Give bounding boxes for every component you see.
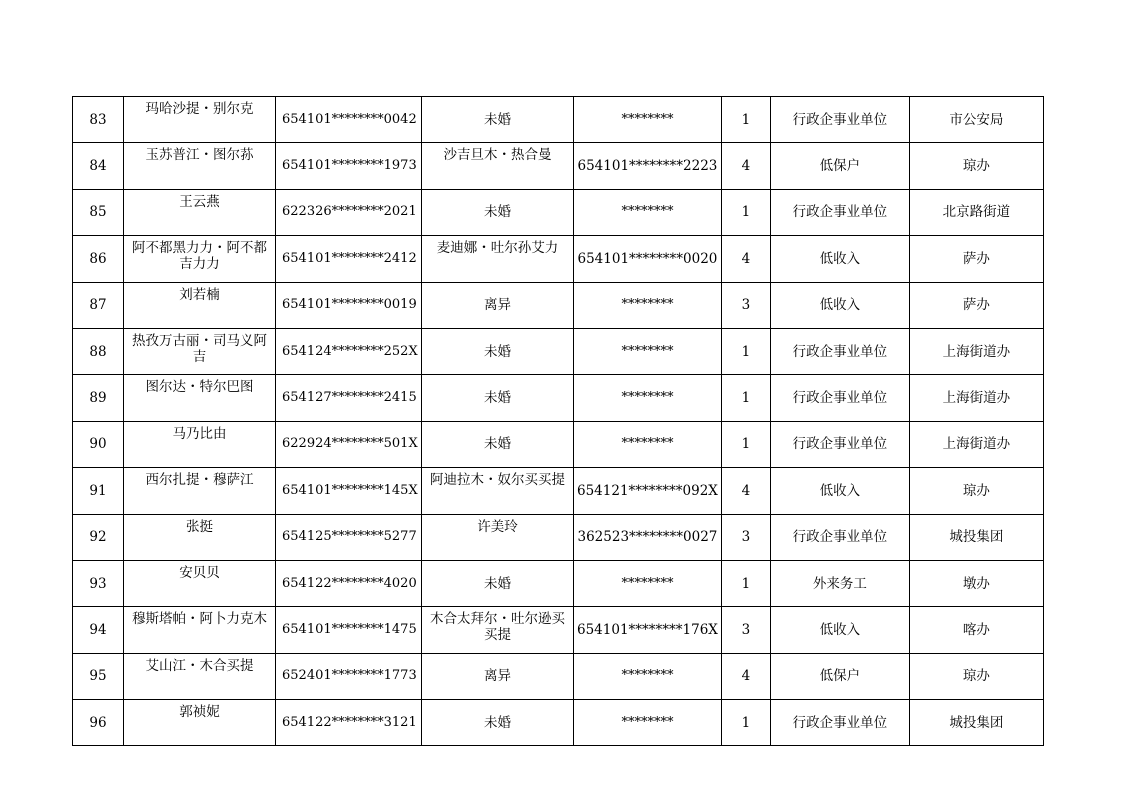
cell-work-unit: 上海街道办 [909,328,1043,374]
table-row [73,514,1044,560]
cell-row-number: 93 [73,560,124,606]
table-row [73,560,1044,606]
table-row [73,143,1044,189]
cell-household-size: 4 [721,143,770,189]
cell-work-unit: 北京路街道 [909,189,1043,235]
cell-applicant-id: 654101********145X [276,468,422,514]
cell-applicant-name: 艾山江・木合买提 [124,653,276,699]
table-body [73,97,1044,746]
cell-applicant-category: 行政企事业单位 [770,421,909,467]
cell-applicant-category: 低保户 [770,653,909,699]
cell-applicant-name: 穆斯塔帕・阿卜力克木 [124,607,276,653]
cell-applicant-category: 行政企事业单位 [770,97,909,143]
cell-spouse-name-or-status: 木合太拜尔・吐尔逊买买提 [422,607,574,653]
table-row [73,607,1044,653]
cell-applicant-id: 654101********0042 [276,97,422,143]
cell-applicant-category: 低收入 [770,282,909,328]
cell-applicant-category: 行政企事业单位 [770,514,909,560]
cell-spouse-id: ******** [574,421,722,467]
cell-spouse-name-or-status: 阿迪拉木・奴尔买买提 [422,468,574,514]
cell-work-unit: 上海街道办 [909,421,1043,467]
cell-applicant-id: 654101********2412 [276,236,422,282]
cell-row-number: 95 [73,653,124,699]
cell-applicant-name: 郭祯妮 [124,700,276,746]
cell-household-size: 4 [721,236,770,282]
cell-applicant-category: 外来务工 [770,560,909,606]
cell-work-unit: 萨办 [909,236,1043,282]
cell-row-number: 92 [73,514,124,560]
cell-work-unit: 琼办 [909,143,1043,189]
cell-applicant-id: 652401********1773 [276,653,422,699]
table-row [73,328,1044,374]
cell-work-unit: 上海街道办 [909,375,1043,421]
cell-spouse-id: ******** [574,97,722,143]
cell-applicant-category: 行政企事业单位 [770,700,909,746]
cell-household-size: 1 [721,421,770,467]
cell-applicant-id: 654124********252X [276,328,422,374]
cell-spouse-name-or-status: 未婚 [422,375,574,421]
cell-work-unit: 琼办 [909,468,1043,514]
cell-household-size: 3 [721,514,770,560]
cell-spouse-name-or-status: 沙吉旦木・热合曼 [422,143,574,189]
cell-applicant-category: 行政企事业单位 [770,375,909,421]
cell-applicant-name: 玉苏普江・图尔荪 [124,143,276,189]
cell-row-number: 85 [73,189,124,235]
cell-work-unit: 墩办 [909,560,1043,606]
cell-work-unit: 城投集团 [909,700,1043,746]
cell-applicant-category: 行政企事业单位 [770,189,909,235]
cell-work-unit: 萨办 [909,282,1043,328]
table-row [73,375,1044,421]
cell-spouse-id: ******** [574,560,722,606]
cell-spouse-name-or-status: 未婚 [422,700,574,746]
cell-household-size: 4 [721,653,770,699]
cell-household-size: 4 [721,468,770,514]
cell-spouse-id: ******** [574,282,722,328]
cell-spouse-name-or-status: 未婚 [422,189,574,235]
cell-applicant-name: 张挺 [124,514,276,560]
cell-row-number: 88 [73,328,124,374]
table-row [73,700,1044,746]
table-row [73,189,1044,235]
cell-spouse-name-or-status: 离异 [422,653,574,699]
cell-row-number: 96 [73,700,124,746]
cell-applicant-name: 玛哈沙提・别尔克 [124,97,276,143]
cell-spouse-id: ******** [574,700,722,746]
cell-spouse-id: ******** [574,189,722,235]
table-row [73,468,1044,514]
cell-spouse-id: 654121********092X [574,468,722,514]
cell-applicant-category: 低收入 [770,236,909,282]
cell-applicant-name: 马乃比由 [124,421,276,467]
table-row [73,236,1044,282]
cell-applicant-name: 西尔扎提・穆萨江 [124,468,276,514]
cell-spouse-name-or-status: 未婚 [422,421,574,467]
cell-household-size: 3 [721,282,770,328]
cell-household-size: 1 [721,700,770,746]
cell-household-size: 1 [721,97,770,143]
cell-row-number: 94 [73,607,124,653]
cell-household-size: 1 [721,375,770,421]
table-row [73,97,1044,143]
cell-spouse-id: ******** [574,375,722,421]
cell-applicant-category: 低收入 [770,607,909,653]
cell-applicant-id: 654125********5277 [276,514,422,560]
cell-applicant-id: 622326********2021 [276,189,422,235]
cell-work-unit: 喀办 [909,607,1043,653]
cell-applicant-id: 622924********501X [276,421,422,467]
cell-work-unit: 琼办 [909,653,1043,699]
cell-spouse-name-or-status: 未婚 [422,560,574,606]
cell-row-number: 83 [73,97,124,143]
cell-applicant-name: 热孜万古丽・司马义阿吉 [124,328,276,374]
cell-spouse-name-or-status: 离异 [422,282,574,328]
cell-row-number: 91 [73,468,124,514]
cell-row-number: 90 [73,421,124,467]
cell-applicant-name: 安贝贝 [124,560,276,606]
cell-row-number: 87 [73,282,124,328]
cell-applicant-category: 低保户 [770,143,909,189]
cell-household-size: 1 [721,328,770,374]
cell-spouse-name-or-status: 许美玲 [422,514,574,560]
housing-applicant-table [72,96,1044,746]
cell-applicant-name: 刘若楠 [124,282,276,328]
cell-work-unit: 城投集团 [909,514,1043,560]
cell-spouse-id: 654101********0020 [574,236,722,282]
cell-applicant-id: 654122********4020 [276,560,422,606]
cell-spouse-name-or-status: 未婚 [422,97,574,143]
cell-applicant-id: 654101********1973 [276,143,422,189]
table-row [73,282,1044,328]
cell-applicant-id: 654127********2415 [276,375,422,421]
cell-row-number: 86 [73,236,124,282]
cell-household-size: 1 [721,560,770,606]
cell-household-size: 3 [721,607,770,653]
cell-spouse-id: 654101********176X [574,607,722,653]
table-row [73,653,1044,699]
cell-applicant-name: 王云燕 [124,189,276,235]
cell-spouse-id: ******** [574,328,722,374]
cell-applicant-id: 654101********1475 [276,607,422,653]
cell-applicant-name: 阿不都黑力力・阿不都吉力力 [124,236,276,282]
cell-applicant-id: 654122********3121 [276,700,422,746]
cell-applicant-name: 图尔达・特尔巴图 [124,375,276,421]
cell-work-unit: 市公安局 [909,97,1043,143]
cell-applicant-category: 低收入 [770,468,909,514]
cell-spouse-id: ******** [574,653,722,699]
cell-row-number: 84 [73,143,124,189]
cell-spouse-name-or-status: 未婚 [422,328,574,374]
cell-household-size: 1 [721,189,770,235]
cell-applicant-category: 行政企事业单位 [770,328,909,374]
cell-row-number: 89 [73,375,124,421]
table-row [73,421,1044,467]
cell-spouse-id: 362523********0027 [574,514,722,560]
cell-spouse-name-or-status: 麦迪娜・吐尔孙艾力 [422,236,574,282]
cell-applicant-id: 654101********0019 [276,282,422,328]
cell-spouse-id: 654101********2223 [574,143,722,189]
